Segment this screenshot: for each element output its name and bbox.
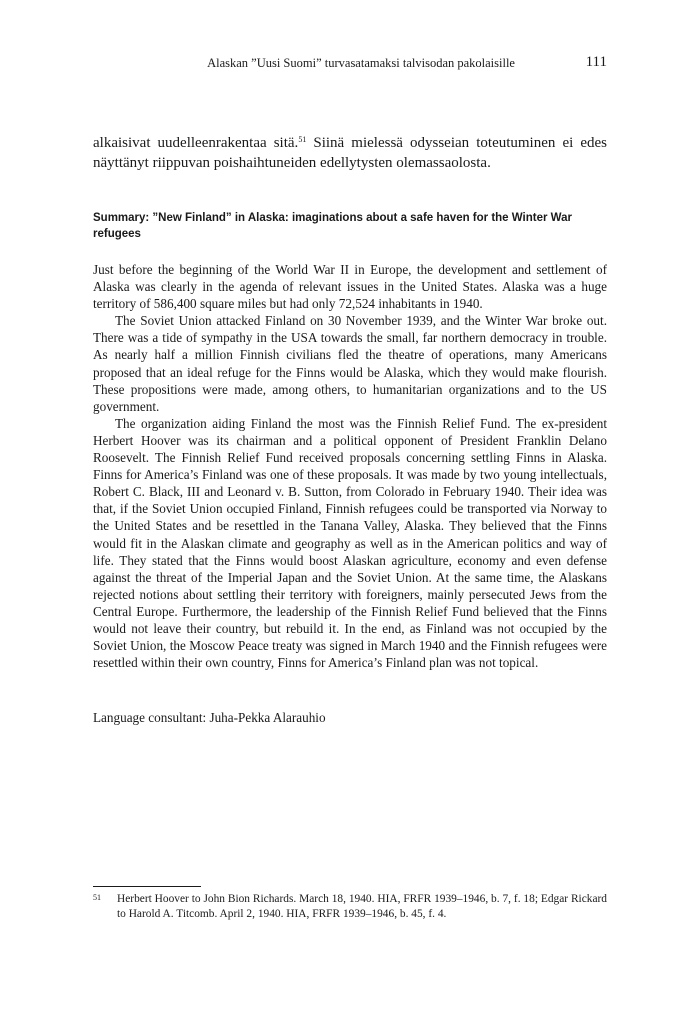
- finnish-paragraph: [93, 134, 607, 173]
- summary-heading: Summary: ”New Finland” in Alaska: imaginations about a safe haven for the Winter War refugees: [93, 212, 572, 240]
- running-title: Alaskan ”Uusi Suomi” turvasatamaksi talvisodan pakolaisille: [207, 56, 515, 70]
- page-number: 111: [585, 54, 607, 70]
- summary-paragraph-2: The Soviet Union attacked Finland on 30 November 1939, and the Winter War broke out. There was a tide of sympathy in the USA towards the small, far northern democracy in trouble. As nearly half a million Finnish civilians fled the theatre of operations, many Americans proposed that an ideal refuge for the Finns would be Alaska, which they would make flourish. These propositions were made, among others, to humanitarian organizations and to the US government.: [93, 313, 607, 414]
- running-header: [93, 54, 607, 74]
- finnish-text-before: alkaisivat uudelleenrakentaa sitä.: [93, 135, 299, 151]
- footnote: [93, 892, 607, 922]
- summary-paragraph-1: Just before the beginning of the World War II in Europe, the development and settlement of Alaska was clearly in the agenda of relevant issues in the United States. Alaska was a huge territory of 586,400 square miles but had only 72,524 inhabitants in 1940.: [93, 262, 607, 312]
- language-consultant: Language consultant: Juha-Pekka Alarauhio: [93, 710, 326, 725]
- finnish-text-after: Siinä mielessä odysseian toteutuminen ei edes näyttänyt riippuvan poishaihtuneiden edellytysten olemassaolosta.: [93, 135, 607, 171]
- footnote-text: Herbert Hoover to John Bion Richards. March 18, 1940. HIA, FRFR 1939–1946, b. 7, f. 18; Edgar Rickard to Harold A. Titcomb. April 2, 1940. HIA, FRFR 1939–1946, b. 45, f. 4.: [117, 893, 607, 920]
- footnote-divider: [93, 886, 201, 887]
- summary-body: [93, 261, 607, 671]
- summary-paragraph-3: The organization aiding Finland the most was the Finnish Relief Fund. The ex-president Herbert Hoover was its chairman and a political opponent of President Franklin Delano Roosevelt. The Finnish Relief Fund received proposals concerning settling Finns in Alaska. Finns for America’s Finland was one of these proposals. It was made by two young intellectuals, Robert C. Black, III and Leonard v. B. Sutton, from Colorado in February 1940. Their idea was that, if the Soviet Union occupied Finland, Finnish refugees could be transported via Norway to the United States and be resettled in the Tanana Valley, Alaska. They believed that the Finns would fit in the Alaskan climate and geography as well as in the American politics and way of life. They stated that the Finns would boost Alaskan agriculture, economy and even defense against the threat of the Imperial Japan and the Soviet Union. At the same time, the Alaskans rejected notions about settling their territory with foreigners, mainly persecuted Jews from the Central Europe. Furthermore, the leadership of the Finnish Relief Fund believed that the Finns would not leave their country, but rebuild it. In the end, as Finland was not occupied by the Soviet Union, the Moscow Peace treaty was signed in March 1940 and the Finnish refugees were resettled within their own country, Finns for America’s Finland plan was not topical.: [93, 415, 607, 671]
- document-page: [93, 0, 607, 1014]
- footnote-reference[interactable]: 51: [298, 135, 307, 144]
- footnote-number: 51: [93, 893, 101, 902]
